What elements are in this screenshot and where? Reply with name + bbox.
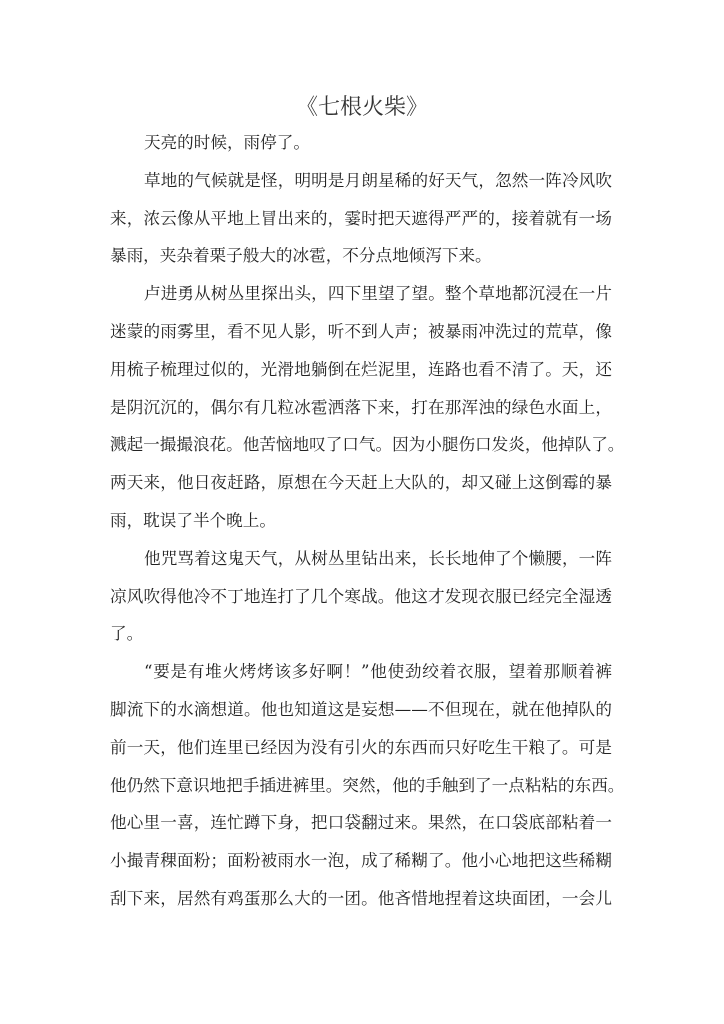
paragraph-line: 草地的气候就是怪，明明是月朗星稀的好天气，忽然一阵冷风吹 [144,170,612,190]
paragraph-line: 雨，耽误了半个晚上。 [110,510,276,530]
paragraph-line: 卢进勇从树丛里探出头，四下里望了望。整个草地都沉浸在一片 [144,284,612,304]
paragraph-line: 两天来，他日夜赶路，原想在今天赶上大队的，却又碰上这倒霉的暴 [110,473,612,493]
paragraph-line: 天亮的时候，雨停了。 [144,133,310,152]
document-title: 《七根火柴》 [295,95,428,120]
paragraph-line: 是阴沉沉的，偶尔有几粒冰雹洒落下来，打在那浑浊的绿色水面上， [110,397,612,417]
paragraph-line: 暴雨，夹杂着栗子般大的冰雹，不分点地倾泻下来。 [110,246,492,266]
paragraph-line: 他咒骂着这鬼天气，从树丛里钻出来，长长地伸了个懒腰，一阵 [144,548,612,568]
paragraph-line: 凉风吹得他冷不丁地连打了几个寒战。他这才发现衣服已经完全湿透 [110,586,612,606]
document-body [110,124,625,918]
paragraph-line: 了。 [110,624,144,644]
paragraph-line: 溅起一撮撮浪花。他苦恼地叹了口气。因为小腿伤口发炎，他掉队了。 [110,435,625,455]
paragraph-line: 前一天，他们连里已经因为没有引火的东西而只好吃生干粮了。可是 [110,737,612,757]
paragraph-line: 他心里一喜，连忙蹲下身，把口袋翻过来。果然，在口袋底部粘着一 [110,813,612,833]
paragraph-line: 迷蒙的雨雾里，看不见人影，听不到人声；被暴雨冲洗过的荒草，像 [110,321,612,341]
paragraph-line: 用梳子梳理过似的，光滑地躺倒在烂泥里，连路也看不清了。天，还 [110,359,612,379]
paragraph-line: 他仍然下意识地把手插进裤里。突然，他的手触到了一点粘粘的东西。 [110,775,625,795]
paragraph-line: 脚流下的水滴想道。他也知道这是妄想——不但现在，就在他掉队的 [110,699,612,719]
paragraph-line: “要是有堆火烤烤该多好啊！”他使劲绞着衣服，望着那顺着裤 [144,662,612,682]
paragraph-line: 小撮青稞面粉；面粉被雨水一泡，成了稀糊了。他小心地把这些稀糊 [110,851,612,871]
paragraph-line: 来，浓云像从平地上冒出来的，霎时把天遮得严严的，接着就有一场 [110,208,612,228]
paragraph-line: 刮下来，居然有鸡蛋那么大的一团。他吝惜地捏着这块面团，一会儿 [110,888,612,908]
